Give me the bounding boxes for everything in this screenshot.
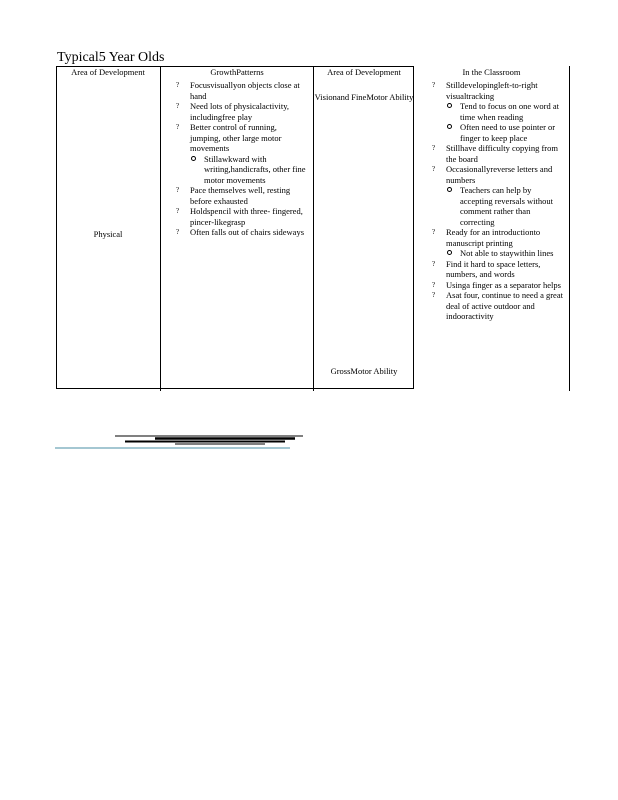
classroom-list: [432, 80, 565, 322]
circle-bullet-icon: [447, 250, 452, 255]
bullet-icon: ?: [176, 228, 180, 236]
area-vision-fine-motor: Visionand FineMotor Ability: [314, 92, 414, 102]
header-area-of-development-2: Area of Development: [327, 67, 401, 77]
list-item: [176, 185, 309, 206]
header-in-the-classroom: In the Classroom: [462, 67, 521, 77]
list-item: [432, 227, 565, 248]
list-item-text: Asat four, continue to need a great deal of active outdoor and indooractivity: [446, 290, 563, 321]
sub-list-item-text: Not able to staywithin lines: [460, 248, 554, 258]
list-item-text: Stillhave difficulty copying from the board: [446, 143, 558, 164]
bullet-icon: ?: [432, 291, 436, 299]
list-item: [432, 80, 565, 101]
bullet-icon: ?: [432, 228, 436, 236]
list-item-text: Focusvisuallyon objects close at hand: [190, 80, 300, 101]
bullet-icon: ?: [432, 259, 436, 268]
sub-list-item-text: Stillawkward with writing,handicrafts, other fine motor movements: [204, 153, 306, 185]
header-area-of-development: Area of Development: [71, 67, 145, 77]
circle-bullet-icon: [447, 187, 452, 192]
list-item-text: Holdspencil with three‑ fingered, pincer‑likegrasp: [190, 206, 303, 227]
growth-patterns-list: [176, 80, 309, 238]
sub-list-item: [432, 248, 565, 259]
sub-list-item: [432, 122, 565, 143]
list-item: [432, 143, 565, 164]
header-growth-patterns: GrowthPatterns: [210, 67, 264, 77]
list-item: [432, 280, 565, 291]
column-divider: [160, 66, 161, 391]
bullet-icon: ?: [432, 144, 436, 152]
area-physical: Physical: [93, 229, 123, 239]
column-divider: [569, 66, 570, 391]
list-item-text: Usinga finger as a separator helps: [446, 279, 561, 290]
bullet-icon: ?: [176, 186, 180, 194]
list-item-text: Better control of running, jumping, other large motor movements: [190, 122, 282, 153]
sub-list-item: [432, 101, 565, 122]
list-item-text: Find it hard to space letters, numbers, and words: [446, 258, 541, 279]
sub-list-item-text: Teachers can help by accepting reversals without comment rather than correcting: [460, 185, 553, 227]
list-item-text: Often falls out of chairs sideways: [190, 227, 305, 237]
list-item-text: Occasionallyreverse letters and numbers: [446, 164, 553, 185]
page-title: Typical5 Year Olds: [57, 50, 165, 65]
list-item-text: Ready for an introductionto manuscript printing: [446, 227, 541, 248]
list-item: [176, 101, 309, 122]
bullet-icon: ?: [176, 102, 180, 110]
list-item: [432, 259, 565, 280]
sub-list-item-text: Tend to focus on one word at time when reading: [460, 101, 560, 122]
column-divider: [313, 66, 314, 391]
decorative-rule: [55, 430, 310, 452]
sub-list-item: [176, 154, 309, 186]
list-item-text: Need lots of physicalactivity, includingfree play: [190, 101, 290, 122]
bullet-icon: ?: [432, 280, 436, 289]
bullet-icon: ?: [176, 123, 180, 131]
list-item: [176, 206, 309, 227]
bullet-icon: ?: [176, 207, 180, 215]
circle-bullet-icon: [447, 103, 452, 108]
bullet-icon: ?: [176, 81, 180, 89]
sub-list-item-text: Often need to use pointer or finger to keep place: [460, 122, 556, 143]
list-item: [176, 122, 309, 154]
list-item: [432, 164, 565, 185]
list-item: [432, 290, 565, 322]
area-gross-motor: GrossMotor Ability: [330, 366, 398, 376]
bullet-icon: ?: [432, 165, 436, 173]
list-item: [176, 227, 309, 238]
list-item-text: Stilldevelopingleft‑to‑right visualtracking: [446, 80, 538, 101]
circle-bullet-icon: [191, 156, 196, 161]
list-item: [176, 80, 309, 101]
bullet-icon: ?: [432, 81, 436, 89]
circle-bullet-icon: [447, 124, 452, 129]
list-item-text: Pace themselves well, resting before exhausted: [190, 185, 291, 206]
sub-list-item: [432, 185, 565, 227]
